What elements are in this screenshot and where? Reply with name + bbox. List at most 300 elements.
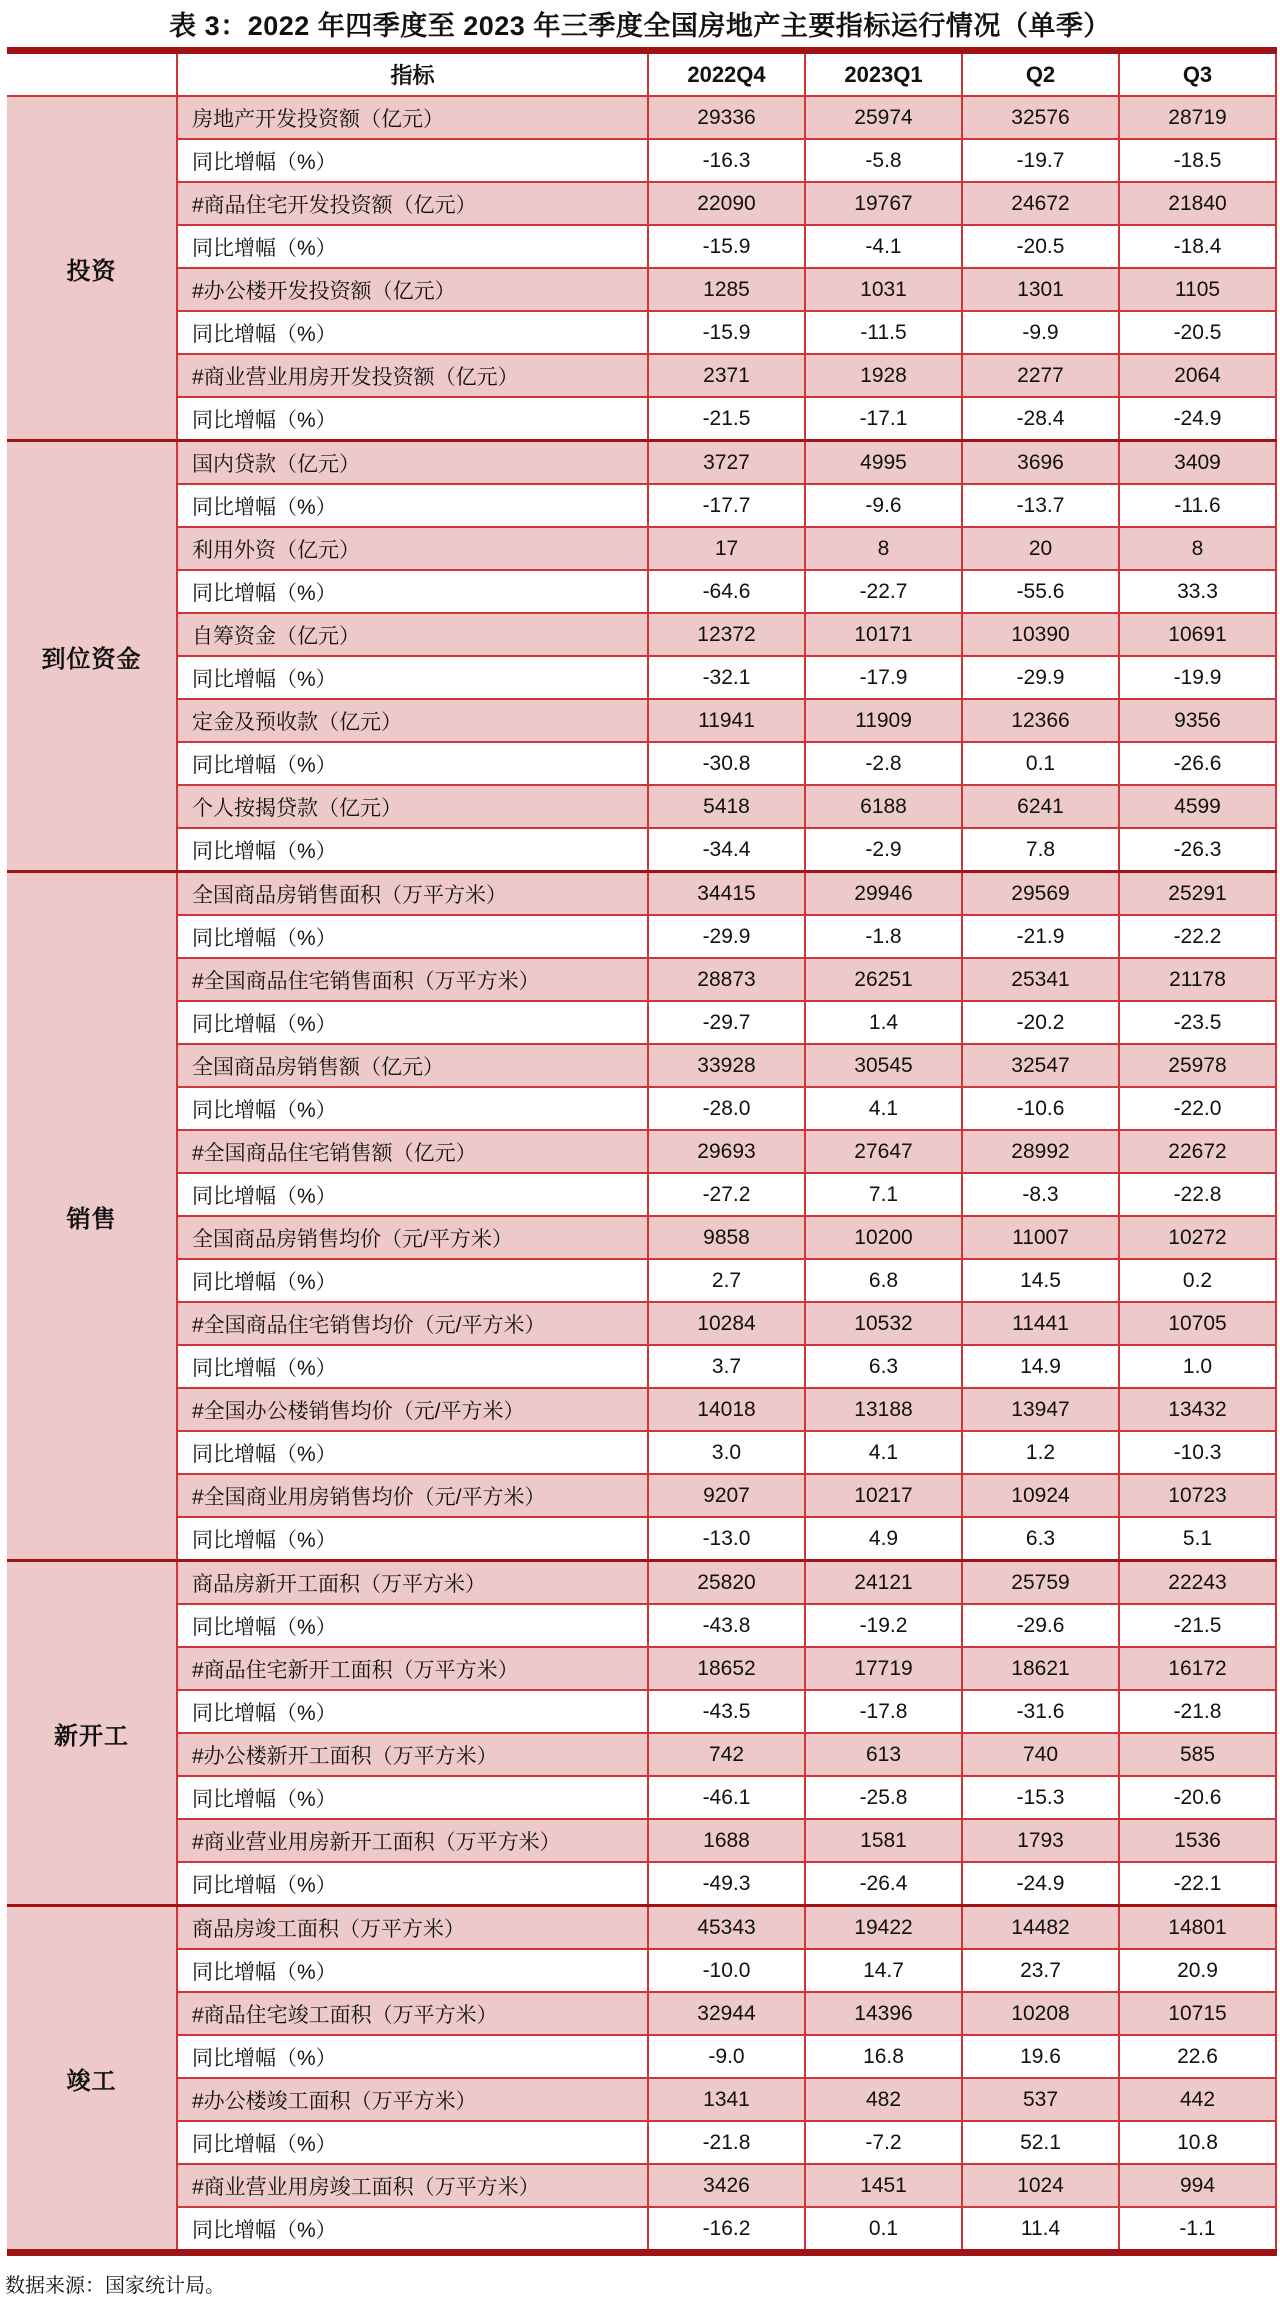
indicator-cell: #商品住宅开发投资额（亿元） [178,183,649,224]
value-cell: 1793 [963,1820,1120,1861]
value-cell: -9.9 [963,312,1120,353]
value-cell: -23.5 [1120,1002,1277,1043]
value-cell: 52.1 [963,2122,1120,2163]
value-cell: 10.8 [1120,2122,1277,2163]
indicator-cell: #全国商品住宅销售面积（万平方米） [178,959,649,1000]
value-cell: -24.9 [963,1863,1120,1904]
column-header-indicator: 指标 [178,54,649,95]
value-cell: -20.5 [1120,312,1277,353]
table-row [178,1732,1277,1775]
indicator-cell: #全国商业用房销售均价（元/平方米） [178,1475,649,1516]
value-cell: 7.8 [963,829,1120,870]
value-cell: 4.1 [806,1088,963,1129]
table-row [178,873,1277,914]
group-label: 新开工 [7,1562,178,1904]
value-cell: -27.2 [649,1174,806,1215]
table-row [178,698,1277,741]
section-rows [178,442,1277,870]
table-row [178,1430,1277,1473]
value-cell: -18.4 [1120,226,1277,267]
indicator-cell: 同比增幅（%） [178,1691,649,1732]
value-cell: 2277 [963,355,1120,396]
indicator-cell: 同比增幅（%） [178,1260,649,1301]
value-cell: 32576 [963,97,1120,138]
value-cell: -2.8 [806,743,963,784]
indicator-cell: 同比增幅（%） [178,571,649,612]
indicator-cell: 定金及预收款（亿元） [178,700,649,741]
value-cell: -22.1 [1120,1863,1277,1904]
value-cell: 11.4 [963,2208,1120,2249]
indicator-cell: 同比增幅（%） [178,1777,649,1818]
value-cell: -31.6 [963,1691,1120,1732]
value-cell: 994 [1120,2165,1277,2206]
value-cell: 585 [1120,1734,1277,1775]
value-cell: 4.9 [806,1518,963,1559]
value-cell: 10284 [649,1303,806,1344]
indicator-cell: #商品住宅新开工面积（万平方米） [178,1648,649,1689]
section-rows [178,1907,1277,2249]
value-cell: 33928 [649,1045,806,1086]
table-row [178,1086,1277,1129]
table-row [178,442,1277,483]
value-cell: 6.3 [806,1346,963,1387]
indicator-cell: #商业营业用房新开工面积（万平方米） [178,1820,649,1861]
indicator-cell: 同比增幅（%） [178,916,649,957]
value-cell: 9207 [649,1475,806,1516]
value-cell: 13947 [963,1389,1120,1430]
column-header-2023q1: 2023Q1 [806,54,963,95]
indicator-cell: 同比增幅（%） [178,2122,649,2163]
indicator-cell: 全国商品房销售额（亿元） [178,1045,649,1086]
table-row [178,181,1277,224]
value-cell: 7.1 [806,1174,963,1215]
value-cell: -29.9 [649,916,806,957]
value-cell: 10705 [1120,1303,1277,1344]
value-cell: -29.9 [963,657,1120,698]
value-cell: 10200 [806,1217,963,1258]
value-cell: 22.6 [1120,2036,1277,2077]
value-cell: -21.9 [963,916,1120,957]
value-cell: 24672 [963,183,1120,224]
table-row [178,2034,1277,2077]
value-cell: 14801 [1120,1907,1277,1948]
table-section-销售 [7,870,1277,1559]
value-cell: 1341 [649,2079,806,2120]
value-cell: 10208 [963,1993,1120,2034]
value-cell: -9.0 [649,2036,806,2077]
column-header-group-spacer [7,54,178,95]
value-cell: -28.0 [649,1088,806,1129]
value-cell: -43.8 [649,1605,806,1646]
value-cell: 6.3 [963,1518,1120,1559]
page-title: 表 3：2022 年四季度至 2023 年三季度全国房地产主要指标运行情况（单季） [169,11,1111,41]
table-row [178,827,1277,870]
value-cell: -20.2 [963,1002,1120,1043]
indicator-cell: 房地产开发投资额（亿元） [178,97,649,138]
table-header-row [7,54,1277,97]
indicator-cell: 同比增幅（%） [178,1518,649,1559]
source-note: 数据来源：国家统计局。 [5,2275,225,2297]
value-cell: -43.5 [649,1691,806,1732]
value-cell: 14.5 [963,1260,1120,1301]
value-cell: 25291 [1120,873,1277,914]
table-row [178,1646,1277,1689]
table-row [178,612,1277,655]
table-row [178,353,1277,396]
value-cell: -26.4 [806,1863,963,1904]
value-cell: 1536 [1120,1820,1277,1861]
value-cell: 6.8 [806,1260,963,1301]
bottom-rule [7,2249,1277,2256]
value-cell: 740 [963,1734,1120,1775]
table-row [178,1775,1277,1818]
value-cell: 3409 [1120,442,1277,483]
value-cell: 0.1 [806,2208,963,2249]
table-row [178,526,1277,569]
value-cell: 10532 [806,1303,963,1344]
value-cell: 29569 [963,873,1120,914]
value-cell: 25978 [1120,1045,1277,1086]
indicator-cell: 同比增幅（%） [178,1174,649,1215]
table-row [178,569,1277,612]
value-cell: 26251 [806,959,963,1000]
indicator-cell: 同比增幅（%） [178,829,649,870]
value-cell: 25820 [649,1562,806,1603]
value-cell: -24.9 [1120,398,1277,439]
value-cell: 0.2 [1120,1260,1277,1301]
indicator-cell: #办公楼竣工面积（万平方米） [178,2079,649,2120]
value-cell: 22243 [1120,1562,1277,1603]
column-header-q3: Q3 [1120,54,1277,95]
value-cell: -10.3 [1120,1432,1277,1473]
value-cell: 18652 [649,1648,806,1689]
value-cell: -30.8 [649,743,806,784]
table-row [178,396,1277,439]
table-row [178,1000,1277,1043]
indicator-cell: 同比增幅（%） [178,657,649,698]
indicator-cell: 个人按揭贷款（亿元） [178,786,649,827]
value-cell: 482 [806,2079,963,2120]
indicator-cell: 同比增幅（%） [178,1432,649,1473]
value-cell: 28992 [963,1131,1120,1172]
value-cell: -16.3 [649,140,806,181]
indicator-cell: 同比增幅（%） [178,2208,649,2249]
indicator-cell: 同比增幅（%） [178,1605,649,1646]
value-cell: 10723 [1120,1475,1277,1516]
value-cell: -17.1 [806,398,963,439]
value-cell: 45343 [649,1907,806,1948]
value-cell: 18621 [963,1648,1120,1689]
group-label: 投资 [7,97,178,439]
table-row [178,1562,1277,1603]
value-cell: 1031 [806,269,963,310]
section-rows [178,873,1277,1559]
value-cell: 25341 [963,959,1120,1000]
value-cell: 12372 [649,614,806,655]
value-cell: 11941 [649,700,806,741]
value-cell: 1581 [806,1820,963,1861]
value-cell: -1.1 [1120,2208,1277,2249]
value-cell: -29.7 [649,1002,806,1043]
value-cell: -26.3 [1120,829,1277,870]
value-cell: 16.8 [806,2036,963,2077]
value-cell: 1301 [963,269,1120,310]
value-cell: -22.8 [1120,1174,1277,1215]
value-cell: 10390 [963,614,1120,655]
value-cell: -21.5 [1120,1605,1277,1646]
value-cell: -17.9 [806,657,963,698]
value-cell: 11909 [806,700,963,741]
table-row [178,1215,1277,1258]
table-row [178,97,1277,138]
table-row [178,784,1277,827]
value-cell: 1285 [649,269,806,310]
table-row [178,1258,1277,1301]
value-cell: -15.9 [649,226,806,267]
value-cell: -11.6 [1120,485,1277,526]
value-cell: 28719 [1120,97,1277,138]
table-row [178,1907,1277,1948]
value-cell: -28.4 [963,398,1120,439]
table-row [178,2120,1277,2163]
value-cell: -17.8 [806,1691,963,1732]
value-cell: 19.6 [963,2036,1120,2077]
value-cell: 537 [963,2079,1120,2120]
table-row [178,2077,1277,2120]
value-cell: -9.6 [806,485,963,526]
value-cell: 3426 [649,2165,806,2206]
value-cell: 1105 [1120,269,1277,310]
value-cell: -11.5 [806,312,963,353]
indicator-cell: 同比增幅（%） [178,743,649,784]
value-cell: 10272 [1120,1217,1277,1258]
indicator-cell: 同比增幅（%） [178,485,649,526]
value-cell: -55.6 [963,571,1120,612]
value-cell: -7.2 [806,2122,963,2163]
indicator-cell: 同比增幅（%） [178,226,649,267]
value-cell: 34415 [649,873,806,914]
value-cell: -21.8 [649,2122,806,2163]
value-cell: -20.5 [963,226,1120,267]
indicator-cell: 同比增幅（%） [178,1863,649,1904]
indicator-cell: 同比增幅（%） [178,140,649,181]
table-row [178,138,1277,181]
indicator-cell: 国内贷款（亿元） [178,442,649,483]
value-cell: 3.7 [649,1346,806,1387]
value-cell: 10171 [806,614,963,655]
indicator-cell: 全国商品房销售面积（万平方米） [178,873,649,914]
value-cell: 9356 [1120,700,1277,741]
column-header-2022q4: 2022Q4 [649,54,806,95]
value-cell: 10217 [806,1475,963,1516]
group-label: 竣工 [7,1907,178,2249]
indicator-cell: 同比增幅（%） [178,312,649,353]
table-section-新开工 [7,1559,1277,1904]
value-cell: -10.6 [963,1088,1120,1129]
indicator-cell: 商品房新开工面积（万平方米） [178,1562,649,1603]
value-cell: 0.1 [963,743,1120,784]
table-row [178,1818,1277,1861]
value-cell: 2064 [1120,355,1277,396]
value-cell: 10924 [963,1475,1120,1516]
table-row [178,1387,1277,1430]
value-cell: 11441 [963,1303,1120,1344]
value-cell: -25.8 [806,1777,963,1818]
value-cell: -2.9 [806,829,963,870]
table-row [178,957,1277,1000]
table-row [178,1516,1277,1559]
value-cell: 21840 [1120,183,1277,224]
indicator-cell: #全国商品住宅销售额（亿元） [178,1131,649,1172]
indicator-cell: 同比增幅（%） [178,1088,649,1129]
value-cell: -15.9 [649,312,806,353]
value-cell: -19.9 [1120,657,1277,698]
value-cell: 6241 [963,786,1120,827]
value-cell: 19767 [806,183,963,224]
value-cell: 20 [963,528,1120,569]
value-cell: 17 [649,528,806,569]
value-cell: 17719 [806,1648,963,1689]
value-cell: -19.7 [963,140,1120,181]
value-cell: 13188 [806,1389,963,1430]
value-cell: -5.8 [806,140,963,181]
table-row [178,1948,1277,1991]
table-row [178,1689,1277,1732]
indicator-cell: 利用外资（亿元） [178,528,649,569]
value-cell: -13.0 [649,1518,806,1559]
value-cell: -46.1 [649,1777,806,1818]
indicator-cell: 同比增幅（%） [178,398,649,439]
table-section-投资 [7,97,1277,439]
indicator-cell: 同比增幅（%） [178,2036,649,2077]
value-cell: 22090 [649,183,806,224]
value-cell: -16.2 [649,2208,806,2249]
value-cell: -49.3 [649,1863,806,1904]
table-row [178,483,1277,526]
value-cell: 25974 [806,97,963,138]
value-cell: -64.6 [649,571,806,612]
value-cell: -19.2 [806,1605,963,1646]
table-row [178,1473,1277,1516]
value-cell: 3.0 [649,1432,806,1473]
value-cell: -21.5 [649,398,806,439]
value-cell: 27647 [806,1131,963,1172]
value-cell: 32944 [649,1993,806,2034]
section-rows [178,1562,1277,1904]
value-cell: 16172 [1120,1648,1277,1689]
value-cell: -29.6 [963,1605,1120,1646]
indicator-cell: 同比增幅（%） [178,1346,649,1387]
section-rows [178,97,1277,439]
indicator-cell: 同比增幅（%） [178,1002,649,1043]
value-cell: 3696 [963,442,1120,483]
value-cell: 30545 [806,1045,963,1086]
value-cell: 14.9 [963,1346,1120,1387]
indicator-cell: #办公楼开发投资额（亿元） [178,269,649,310]
table-row [178,914,1277,957]
table-row [178,1344,1277,1387]
value-cell: 442 [1120,2079,1277,2120]
value-cell: 6188 [806,786,963,827]
value-cell: -34.4 [649,829,806,870]
table-row [178,2206,1277,2249]
value-cell: -18.5 [1120,140,1277,181]
value-cell: 24121 [806,1562,963,1603]
group-label: 销售 [7,873,178,1559]
value-cell: 742 [649,1734,806,1775]
value-cell: 14.7 [806,1950,963,1991]
value-cell: -21.8 [1120,1691,1277,1732]
column-header-q2: Q2 [963,54,1120,95]
value-cell: 8 [806,528,963,569]
value-cell: 13432 [1120,1389,1277,1430]
value-cell: 29946 [806,873,963,914]
indicator-cell: 全国商品房销售均价（元/平方米） [178,1217,649,1258]
value-cell: 4995 [806,442,963,483]
value-cell: 14482 [963,1907,1120,1948]
table-row [178,655,1277,698]
value-cell: 29693 [649,1131,806,1172]
table-row [178,1991,1277,2034]
value-cell: 33.3 [1120,571,1277,612]
table-row [178,1129,1277,1172]
value-cell: 1928 [806,355,963,396]
indicator-cell: #商品住宅竣工面积（万平方米） [178,1993,649,2034]
value-cell: -10.0 [649,1950,806,1991]
indicator-cell: #全国办公楼销售均价（元/平方米） [178,1389,649,1430]
value-cell: 29336 [649,97,806,138]
value-cell: -22.7 [806,571,963,612]
value-cell: -15.3 [963,1777,1120,1818]
value-cell: 28873 [649,959,806,1000]
value-cell: 8 [1120,528,1277,569]
table-body [7,97,1277,2249]
value-cell: 25759 [963,1562,1120,1603]
value-cell: -17.7 [649,485,806,526]
table-row [178,267,1277,310]
group-label: 到位资金 [7,442,178,870]
value-cell: 14396 [806,1993,963,2034]
top-rule [7,47,1277,54]
value-cell: -1.8 [806,916,963,957]
indicator-cell: #办公楼新开工面积（万平方米） [178,1734,649,1775]
indicator-cell: 同比增幅（%） [178,1950,649,1991]
table-row [178,741,1277,784]
value-cell: 1688 [649,1820,806,1861]
value-cell: 4.1 [806,1432,963,1473]
value-cell: 9858 [649,1217,806,1258]
indicator-cell: #商业营业用房竣工面积（万平方米） [178,2165,649,2206]
indicator-cell: 商品房竣工面积（万平方米） [178,1907,649,1948]
table-row [178,310,1277,353]
table-row [178,2163,1277,2206]
value-cell: 5.1 [1120,1518,1277,1559]
table-row [178,1861,1277,1904]
value-cell: -32.1 [649,657,806,698]
indicator-cell: #全国商品住宅销售均价（元/平方米） [178,1303,649,1344]
table-section-到位资金 [7,439,1277,870]
value-cell: -26.6 [1120,743,1277,784]
table-row [178,1043,1277,1086]
value-cell: 2371 [649,355,806,396]
value-cell: 19422 [806,1907,963,1948]
value-cell: 1024 [963,2165,1120,2206]
value-cell: 4599 [1120,786,1277,827]
value-cell: -22.0 [1120,1088,1277,1129]
value-cell: 10691 [1120,614,1277,655]
indicator-table [7,47,1277,2256]
value-cell: 22672 [1120,1131,1277,1172]
